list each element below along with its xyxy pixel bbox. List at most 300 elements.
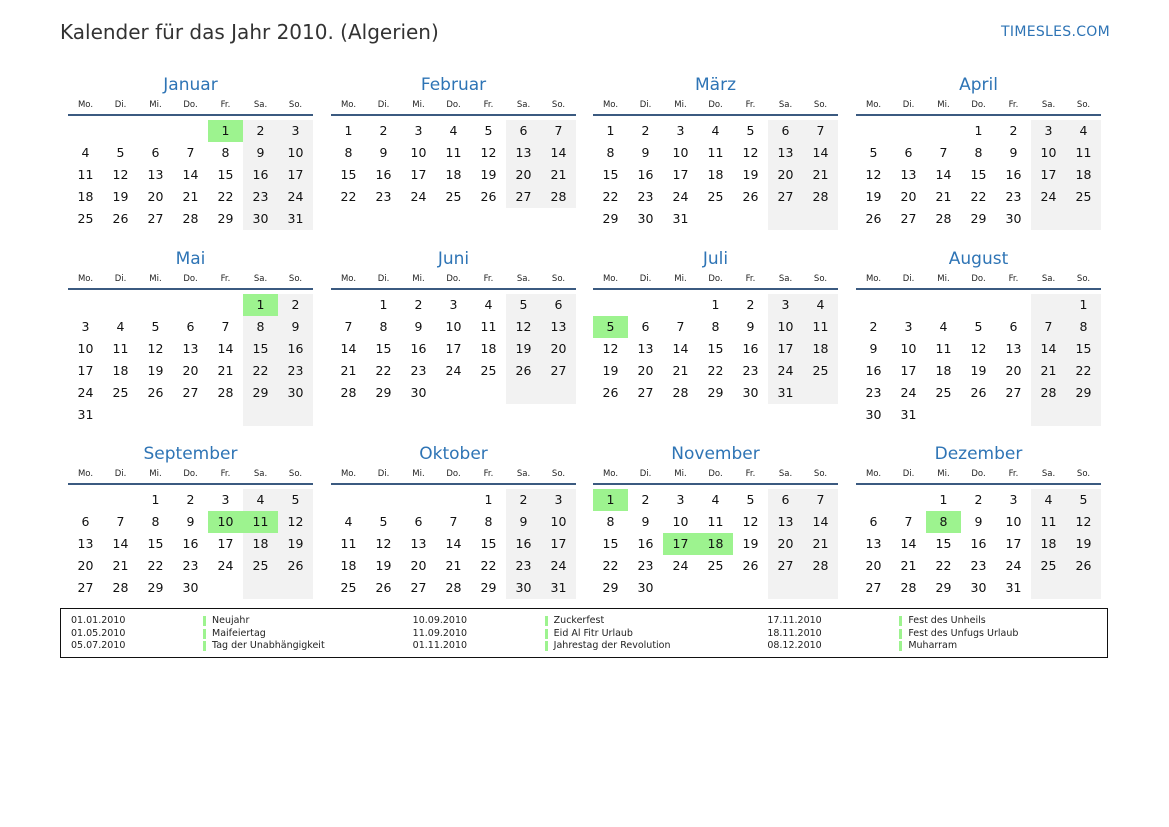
empty-cell <box>208 404 243 426</box>
day-cell: 23 <box>506 555 541 577</box>
legend-column <box>403 609 758 657</box>
legend-date: 17.11.2010 <box>767 615 822 626</box>
day-cell: 23 <box>243 186 278 208</box>
weekday-label: Di. <box>902 100 915 110</box>
day-cell: 3 <box>81 319 90 334</box>
weekday-label: Sa. <box>253 274 268 284</box>
weekday-label: Mo. <box>77 469 94 479</box>
legend-date: 08.12.2010 <box>767 640 822 651</box>
day-cell: 4 <box>711 123 720 138</box>
day-cell: 14 <box>900 536 917 551</box>
day-cell: 12 <box>1066 511 1101 533</box>
empty-cell <box>856 120 891 142</box>
day-cell: 4 <box>116 319 125 334</box>
day-cell: 24 <box>217 558 234 573</box>
day-cell: 8 <box>151 514 160 529</box>
day-cell: 21 <box>935 189 952 204</box>
empty-cell <box>138 404 173 426</box>
legend-holiday-name: Maifeiertag <box>212 627 266 639</box>
weekday-label: Di. <box>114 469 127 479</box>
day-cell: 28 <box>445 580 462 595</box>
day-cell: 13 <box>147 167 164 182</box>
month-september <box>68 443 313 599</box>
day-cell: 12 <box>112 167 129 182</box>
legend-date: 10.09.2010 <box>412 615 468 626</box>
day-cell: 17 <box>217 536 234 551</box>
day-cell: 27 <box>768 186 803 208</box>
day-cell: 14 <box>182 167 199 182</box>
day-cell: 23 <box>278 360 313 382</box>
weekday-label: Mo. <box>77 274 94 284</box>
day-cell: 8 <box>484 514 493 529</box>
weekday-label: Do. <box>446 274 461 284</box>
day-cell: 19 <box>742 536 759 551</box>
month-märz <box>593 74 838 230</box>
day-cell: 17 <box>77 363 94 378</box>
weekday-label: Mi. <box>149 274 162 284</box>
day-cell: 28 <box>803 186 838 208</box>
day-cell: 19 <box>112 189 129 204</box>
day-cell: 4 <box>711 492 720 507</box>
weekday-header <box>856 466 1101 485</box>
holiday-marker-icon <box>545 629 548 639</box>
day-cell: 18 <box>698 533 733 555</box>
legend-holiday-name: Muharram <box>908 640 958 651</box>
day-cell: 13 <box>541 316 576 338</box>
day-cell: 12 <box>506 316 541 338</box>
weekday-label: Fr. <box>220 469 231 479</box>
legend-row <box>757 615 985 627</box>
weekday-label: Fr. <box>220 100 231 110</box>
day-cell: 30 <box>970 580 987 595</box>
day-cell: 22 <box>970 189 987 204</box>
day-cell: 22 <box>340 189 357 204</box>
day-cell: 7 <box>449 514 458 529</box>
day-cell: 1 <box>344 123 353 138</box>
day-cell: 25 <box>935 385 952 400</box>
weekday-label: Do. <box>971 100 986 110</box>
weekday-label: Di. <box>639 100 652 110</box>
day-cell: 18 <box>77 189 94 204</box>
day-cell: 20 <box>410 558 427 573</box>
day-cell: 20 <box>768 164 803 186</box>
day-cell: 17 <box>1005 536 1022 551</box>
day-cell: 22 <box>935 558 952 573</box>
day-cell: 11 <box>340 536 357 551</box>
month-oktober <box>331 443 576 599</box>
day-cell: 22 <box>147 558 164 573</box>
day-cell: 26 <box>742 558 759 573</box>
weekday-label: Di. <box>377 469 390 479</box>
day-cell: 5 <box>746 492 755 507</box>
empty-cell <box>138 120 173 142</box>
day-cell: 4 <box>344 514 353 529</box>
empty-cell <box>541 382 576 404</box>
empty-cell <box>1031 294 1066 316</box>
day-cell: 21 <box>803 533 838 555</box>
day-cell: 22 <box>1066 360 1101 382</box>
day-cell: 26 <box>480 189 497 204</box>
day-cell: 10 <box>672 514 689 529</box>
day-cell: 9 <box>1009 145 1018 160</box>
day-cell: 1 <box>243 294 278 316</box>
day-cell: 14 <box>803 142 838 164</box>
day-cell: 5 <box>593 316 628 338</box>
day-cell: 3 <box>541 489 576 511</box>
weekday-header <box>856 97 1101 116</box>
weekday-label: Mo. <box>865 100 882 110</box>
day-cell: 14 <box>217 341 234 356</box>
empty-cell <box>68 120 103 142</box>
weekday-label: Fr. <box>1008 469 1019 479</box>
legend-date: 11.09.2010 <box>412 627 468 639</box>
day-cell: 18 <box>1066 164 1101 186</box>
month-name: August <box>948 249 1009 269</box>
day-grid <box>331 294 576 404</box>
day-cell: 25 <box>112 385 129 400</box>
weekday-label: Do. <box>708 274 723 284</box>
day-cell: 6 <box>151 145 160 160</box>
legend-column <box>61 609 403 657</box>
day-cell: 10 <box>672 145 689 160</box>
day-cell: 24 <box>1005 558 1022 573</box>
day-cell: 30 <box>637 211 654 226</box>
month-name: November <box>671 444 760 464</box>
day-cell: 7 <box>939 145 948 160</box>
day-cell: 15 <box>935 536 952 551</box>
weekday-label: Fr. <box>483 469 494 479</box>
day-cell: 14 <box>672 341 689 356</box>
day-cell: 20 <box>77 558 94 573</box>
day-grid <box>856 120 1101 230</box>
day-cell: 2 <box>641 123 650 138</box>
day-cell: 27 <box>541 360 576 382</box>
day-cell: 2 <box>186 492 195 507</box>
weekday-label: Do. <box>708 469 723 479</box>
day-cell: 26 <box>865 211 882 226</box>
day-cell: 3 <box>449 297 458 312</box>
day-cell: 11 <box>1031 511 1066 533</box>
day-cell: 14 <box>1031 338 1066 360</box>
day-cell: 10 <box>541 511 576 533</box>
day-cell: 28 <box>217 385 234 400</box>
weekday-label: Sa. <box>1041 469 1056 479</box>
day-cell: 1 <box>711 297 720 312</box>
month-name: Januar <box>163 75 218 95</box>
day-cell: 24 <box>768 360 803 382</box>
day-cell: 20 <box>541 338 576 360</box>
weekday-label: Mo. <box>602 100 619 110</box>
weekday-label: So. <box>288 100 303 110</box>
empty-cell <box>278 404 313 426</box>
weekday-label: So. <box>551 100 566 110</box>
month-name: Dezember <box>934 444 1023 464</box>
day-cell: 21 <box>541 164 576 186</box>
day-cell: 28 <box>182 211 199 226</box>
empty-cell <box>208 294 243 316</box>
weekday-label: Mi. <box>149 100 162 110</box>
empty-cell <box>733 208 768 230</box>
empty-cell <box>243 404 278 426</box>
legend-row <box>403 615 605 627</box>
day-cell: 27 <box>768 555 803 577</box>
day-cell: 10 <box>768 316 803 338</box>
day-cell: 20 <box>147 189 164 204</box>
day-cell: 29 <box>935 580 952 595</box>
day-cell: 28 <box>112 580 129 595</box>
day-cell: 8 <box>711 319 720 334</box>
day-cell: 19 <box>602 363 619 378</box>
legend-row <box>61 628 266 640</box>
weekday-header <box>68 97 313 116</box>
day-cell: 8 <box>243 316 278 338</box>
weekday-label: So. <box>813 469 828 479</box>
weekday-header <box>593 271 838 290</box>
month-dezember <box>856 443 1101 599</box>
weekday-label: Fr. <box>745 100 756 110</box>
day-cell: 11 <box>707 514 724 529</box>
day-cell: 17 <box>900 363 917 378</box>
empty-cell <box>698 208 733 230</box>
month-november <box>593 443 838 599</box>
day-cell: 23 <box>970 558 987 573</box>
holiday-marker-icon <box>203 629 206 639</box>
day-cell: 25 <box>77 211 94 226</box>
day-cell: 11 <box>480 319 497 334</box>
empty-cell <box>768 208 803 230</box>
weekday-label: Mi. <box>412 274 425 284</box>
day-cell: 8 <box>926 511 961 533</box>
day-cell: 21 <box>445 558 462 573</box>
weekday-label: Mi. <box>149 469 162 479</box>
day-cell: 26 <box>112 211 129 226</box>
day-cell: 2 <box>506 489 541 511</box>
day-cell: 1 <box>1066 294 1101 316</box>
day-cell: 8 <box>974 145 983 160</box>
day-cell: 7 <box>116 514 125 529</box>
day-cell: 20 <box>637 363 654 378</box>
empty-cell <box>208 577 243 599</box>
weekday-label: Mo. <box>340 469 357 479</box>
weekday-label: Sa. <box>1041 274 1056 284</box>
day-cell: 16 <box>1005 167 1022 182</box>
legend-column <box>757 609 1107 657</box>
day-cell: 12 <box>375 536 392 551</box>
empty-cell <box>663 577 698 599</box>
empty-cell <box>1066 404 1101 426</box>
day-cell: 5 <box>379 514 388 529</box>
weekday-label: So. <box>551 274 566 284</box>
weekday-label: Fr. <box>483 274 494 284</box>
day-cell: 15 <box>602 167 619 182</box>
day-cell: 27 <box>1005 385 1022 400</box>
weekday-label: So. <box>288 274 303 284</box>
day-cell: 4 <box>484 297 493 312</box>
empty-cell <box>961 404 996 426</box>
day-cell: 4 <box>939 319 948 334</box>
day-cell: 29 <box>602 580 619 595</box>
day-cell: 7 <box>803 489 838 511</box>
day-cell: 16 <box>410 341 427 356</box>
day-cell: 28 <box>803 555 838 577</box>
day-cell: 3 <box>676 492 685 507</box>
day-cell: 9 <box>379 145 388 160</box>
day-cell: 21 <box>803 164 838 186</box>
empty-cell <box>103 404 138 426</box>
weekday-label: Mi. <box>937 469 950 479</box>
day-cell: 30 <box>1005 211 1022 226</box>
day-cell: 8 <box>221 145 230 160</box>
weekday-label: Fr. <box>1008 100 1019 110</box>
day-cell: 21 <box>900 558 917 573</box>
day-cell: 6 <box>414 514 423 529</box>
day-cell: 12 <box>865 167 882 182</box>
day-cell: 25 <box>445 189 462 204</box>
holiday-legend <box>60 608 1108 658</box>
weekday-label: Do. <box>708 100 723 110</box>
day-cell: 10 <box>445 319 462 334</box>
day-cell: 5 <box>151 319 160 334</box>
day-cell: 15 <box>970 167 987 182</box>
day-cell: 17 <box>663 533 698 555</box>
legend-holiday-name: Eid Al Fitr Urlaub <box>553 627 633 639</box>
day-cell: 24 <box>672 558 689 573</box>
day-cell: 31 <box>77 407 94 422</box>
weekday-label: Mi. <box>674 100 687 110</box>
day-cell: 26 <box>147 385 164 400</box>
day-cell: 28 <box>340 385 357 400</box>
day-cell: 2 <box>974 492 983 507</box>
legend-holiday-name: Neujahr <box>212 615 250 626</box>
empty-cell <box>698 577 733 599</box>
day-cell: 4 <box>1031 489 1066 511</box>
day-cell: 3 <box>768 294 803 316</box>
weekday-label: Mo. <box>602 274 619 284</box>
day-cell: 17 <box>1031 164 1066 186</box>
day-cell: 19 <box>278 533 313 555</box>
day-cell: 15 <box>243 338 278 360</box>
weekday-label: Mo. <box>865 469 882 479</box>
weekday-label: Sa. <box>253 100 268 110</box>
day-cell: 16 <box>375 167 392 182</box>
day-cell: 31 <box>672 211 689 226</box>
empty-cell <box>856 489 891 511</box>
day-cell: 30 <box>182 580 199 595</box>
weekday-label: Mi. <box>412 100 425 110</box>
day-cell: 1 <box>379 297 388 312</box>
weekday-label: Do. <box>183 100 198 110</box>
day-cell: 9 <box>641 514 650 529</box>
day-cell: 11 <box>935 341 952 356</box>
weekday-label: Fr. <box>745 274 756 284</box>
legend-date: 01.11.2010 <box>412 640 468 651</box>
day-cell: 1 <box>484 492 493 507</box>
day-cell: 9 <box>869 341 878 356</box>
day-cell: 22 <box>217 189 234 204</box>
brand-link[interactable]: TIMESLES.COM <box>1001 24 1110 40</box>
day-cell: 13 <box>1005 341 1022 356</box>
day-cell: 31 <box>278 208 313 230</box>
empty-cell <box>436 382 471 404</box>
month-name: März <box>695 75 736 95</box>
day-cell: 9 <box>974 514 983 529</box>
day-cell: 27 <box>865 580 882 595</box>
legend-date: 01.05.2010 <box>71 627 126 639</box>
day-cell: 27 <box>182 385 199 400</box>
day-cell: 18 <box>480 341 497 356</box>
holiday-marker-icon <box>545 616 548 626</box>
day-cell: 26 <box>375 580 392 595</box>
day-cell: 14 <box>340 341 357 356</box>
day-cell: 7 <box>186 145 195 160</box>
day-cell: 16 <box>970 536 987 551</box>
day-cell: 26 <box>506 360 541 382</box>
month-april <box>856 74 1101 230</box>
day-cell: 3 <box>1031 120 1066 142</box>
weekday-label: Mi. <box>412 469 425 479</box>
day-cell: 17 <box>445 341 462 356</box>
day-cell: 23 <box>410 363 427 378</box>
day-cell: 17 <box>768 338 803 360</box>
day-cell: 12 <box>480 145 497 160</box>
empty-cell <box>138 294 173 316</box>
day-cell: 19 <box>742 167 759 182</box>
day-cell: 20 <box>182 363 199 378</box>
weekday-label: Mo. <box>77 100 94 110</box>
day-grid <box>331 120 576 208</box>
weekday-label: So. <box>1076 469 1091 479</box>
day-cell: 23 <box>182 558 199 573</box>
weekday-label: Sa. <box>1041 100 1056 110</box>
day-cell: 17 <box>410 167 427 182</box>
day-cell: 9 <box>243 142 278 164</box>
day-cell: 2 <box>869 319 878 334</box>
day-cell: 22 <box>375 363 392 378</box>
day-cell: 12 <box>278 511 313 533</box>
day-cell: 20 <box>768 533 803 555</box>
day-cell: 3 <box>904 319 913 334</box>
day-cell: 11 <box>445 145 462 160</box>
empty-cell <box>68 489 103 511</box>
day-grid <box>68 489 313 599</box>
day-cell: 6 <box>768 489 803 511</box>
weekday-label: Do. <box>183 274 198 284</box>
day-cell: 10 <box>1005 514 1022 529</box>
weekday-label: Mi. <box>937 274 950 284</box>
day-cell: 26 <box>970 385 987 400</box>
weekday-header <box>331 97 576 116</box>
day-cell: 14 <box>803 511 838 533</box>
day-cell: 16 <box>742 341 759 356</box>
day-cell: 22 <box>480 558 497 573</box>
empty-cell <box>68 294 103 316</box>
day-cell: 23 <box>375 189 392 204</box>
day-cell: 28 <box>1031 382 1066 404</box>
day-cell: 3 <box>1009 492 1018 507</box>
day-cell: 29 <box>1066 382 1101 404</box>
day-cell: 16 <box>865 363 882 378</box>
day-grid <box>331 489 576 599</box>
day-grid <box>593 294 838 404</box>
weekday-label: Sa. <box>778 469 793 479</box>
day-cell: 24 <box>278 186 313 208</box>
empty-cell <box>926 294 961 316</box>
day-cell: 1 <box>151 492 160 507</box>
day-cell: 25 <box>243 555 278 577</box>
day-cell: 7 <box>344 319 353 334</box>
day-cell: 6 <box>768 120 803 142</box>
empty-cell <box>926 120 961 142</box>
